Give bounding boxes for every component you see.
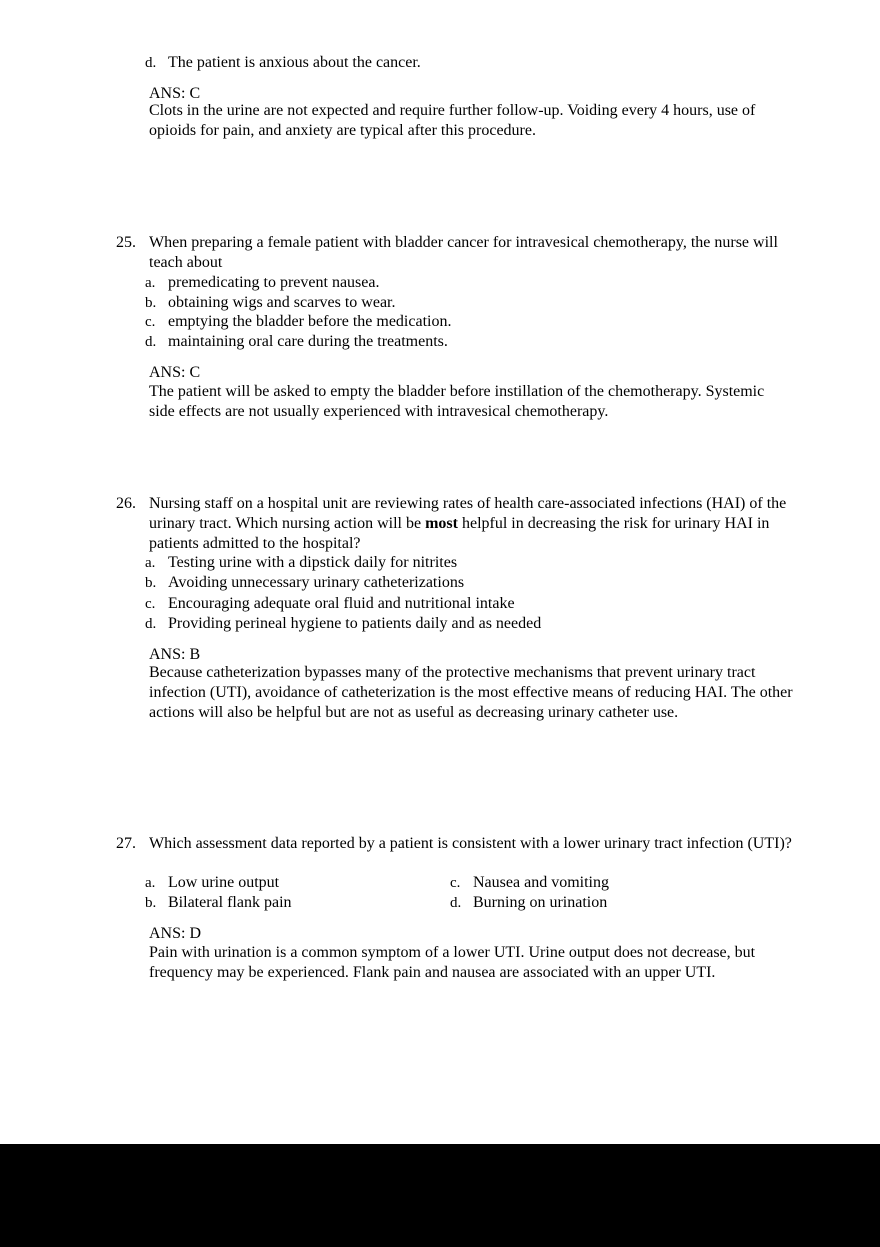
question-number: 26. xyxy=(116,495,136,512)
question-number: 25. xyxy=(116,234,136,251)
option-letter: b. xyxy=(145,575,157,591)
answer-key: ANS: C xyxy=(149,364,201,381)
option-letter: b. xyxy=(145,295,157,311)
option-text: Nausea and vomiting xyxy=(473,874,609,891)
option-letter: a. xyxy=(145,555,156,571)
answer-key: ANS: D xyxy=(149,925,202,942)
answer-key: ANS: B xyxy=(149,646,201,663)
question-number: 27. xyxy=(116,835,136,852)
option-letter: c. xyxy=(145,314,156,330)
question-stem: Which assessment data reported by a patient is consistent with a lower urinary tract infection (UTI)? xyxy=(149,835,792,852)
option-letter: d. xyxy=(145,55,157,71)
option-text: obtaining wigs and scarves to wear. xyxy=(168,294,396,311)
option-text: emptying the bladder before the medication. xyxy=(168,313,452,330)
option-text: premedicating to prevent nausea. xyxy=(168,274,380,291)
stem-text: helpful in decreasing the risk for urinary HAI in patients admitted to the hospital? xyxy=(149,515,770,552)
rationale: Because catheterization bypasses many of the protective mechanisms that prevent urinary tract infection (UTI), avoidance of catheterization is the most effective means of reducing HAI. The other actions will also be helpful but are not as useful as decreasing urinary catheter use. xyxy=(149,664,793,721)
option-text: Encouraging adequate oral fluid and nutritional intake xyxy=(168,595,515,612)
option-text: Bilateral flank pain xyxy=(168,894,292,911)
stem-emphasis: most xyxy=(425,515,458,532)
option-text: Testing urine with a dipstick daily for nitrites xyxy=(168,554,458,571)
option-text: Burning on urination xyxy=(473,894,608,911)
rationale: The patient will be asked to empty the bladder before instillation of the chemotherapy. Systemic side effects are not usually experienced with intravesical chemotherapy. xyxy=(149,383,765,420)
option-text: Low urine output xyxy=(168,874,280,891)
option-letter: a. xyxy=(145,875,156,891)
option-letter: d. xyxy=(145,334,157,350)
rationale: Clots in the urine are not expected and require further follow-up. Voiding every 4 hours, use of opioids for pain, and anxiety are typical after this procedure. xyxy=(149,102,756,139)
option-letter: d. xyxy=(145,616,157,632)
option-letter: c. xyxy=(145,596,156,612)
bottom-black-bar xyxy=(0,1144,880,1247)
stem-text: Nursing staff on a hospital unit are reviewing rates of health care-associated infections (HAI) of the urinary tract. Which nursing action will be xyxy=(149,495,787,532)
option-text: The patient is anxious about the cancer. xyxy=(168,54,421,71)
option-text: maintaining oral care during the treatments. xyxy=(168,333,448,350)
option-letter: b. xyxy=(145,895,157,911)
option-text: Avoiding unnecessary urinary catheterizations xyxy=(168,574,465,591)
rationale: Pain with urination is a common symptom of a lower UTI. Urine output does not decrease, but frequency may be experienced. Flank pain and nausea are associated with an upper UTI. xyxy=(149,944,756,981)
question-stem xyxy=(149,494,804,554)
question-stem: When preparing a female patient with bladder cancer for intravesical chemotherapy, the nurse will teach about xyxy=(149,234,778,271)
option-text: Providing perineal hygiene to patients daily and as needed xyxy=(168,615,542,632)
option-letter: a. xyxy=(145,275,156,291)
option-letter: d. xyxy=(450,895,462,911)
answer-key: ANS: C xyxy=(149,85,201,102)
option-letter: c. xyxy=(450,875,461,891)
